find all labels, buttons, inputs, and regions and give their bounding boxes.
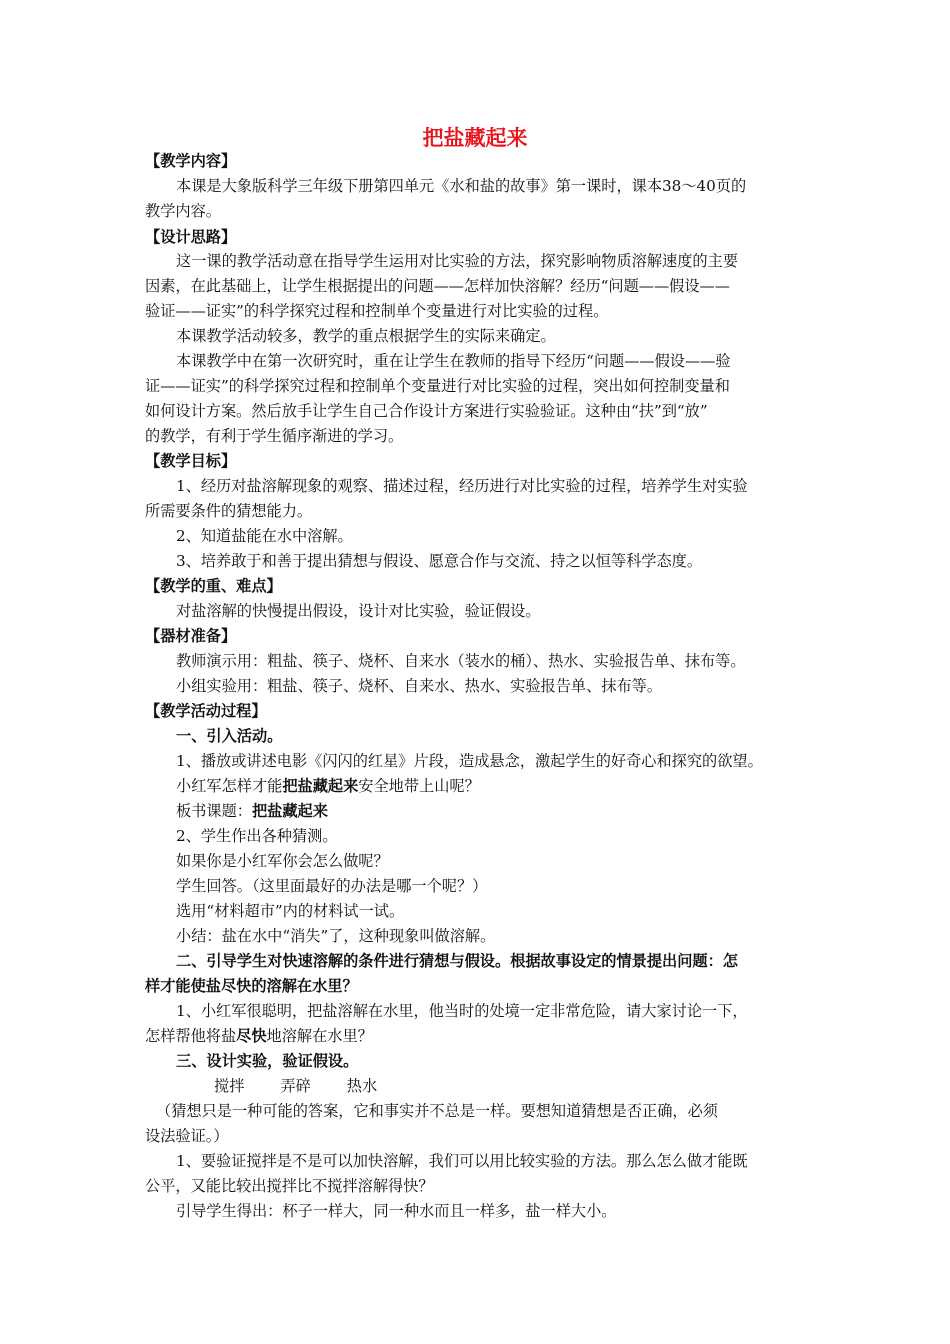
paragraph-line: 验证——证实”的科学探究过程和控制单个变量进行对比实验的过程。 <box>145 302 609 320</box>
heading-teaching-process: 【教学活动过程】 <box>145 702 267 720</box>
paragraph-line <box>145 1026 373 1046</box>
section-title: 一、引入活动。 <box>176 727 283 745</box>
paragraph-line: 1、要验证搅拌是不是可以加快溶解，我们可以用比较实验的方法。那么怎么做才能既 <box>176 1152 748 1170</box>
paragraph-line: 证——证实”的科学探究过程和控制单个变量进行对比实验的过程，突出如何控制变量和 <box>145 377 730 395</box>
paragraph-line: 如何设计方案。然后放手让学生自己合作设计方案进行实验验证。这种由“扶”到“放” <box>145 402 708 420</box>
paragraph-line: 如果你是小红军你会怎么做呢？ <box>176 852 389 870</box>
bold-text-run: 尽快 <box>236 1027 267 1045</box>
heading-teaching-goals: 【教学目标】 <box>145 452 237 470</box>
section-title: 样才能使盐尽快的溶解在水里？ <box>145 977 358 995</box>
paragraph-line: 1、播放或讲述电影《闪闪的红星》片段，造成悬念，激起学生的好奇心和探究的欲望。 <box>176 752 763 770</box>
paragraph-line: 学生回答。（这里面最好的办法是哪一个呢？） <box>176 877 488 895</box>
page-title: 把盐藏起来 <box>422 125 528 150</box>
paragraph-line: 所需要条件的猜想能力。 <box>145 502 313 520</box>
hypothesis-words <box>214 1076 377 1096</box>
paragraph-line <box>176 801 328 821</box>
heading-teaching-content: 【教学内容】 <box>145 152 237 170</box>
paragraph-line: 这一课的教学活动意在指导学生运用对比实验的方法，探究影响物质溶解速度的主要 <box>176 252 738 270</box>
paragraph-line: 本课教学中在第一次研究时，重在让学生在教师的指导下经历“问题——假设——验 <box>176 352 731 370</box>
text-run: 安全地带上山呢？ <box>358 777 480 795</box>
paragraph-line: 小组实验用：粗盐、筷子、烧杯、自来水、热水、实验报告单、抹布等。 <box>176 677 662 695</box>
text-run: 板书课题： <box>176 802 252 820</box>
paragraph-line: 本课是大象版科学三年级下册第四单元《水和盐的故事》第一课时，课本38～40页的 <box>176 177 747 195</box>
heading-key-points: 【教学的重、难点】 <box>145 577 282 595</box>
paragraph-line: 教师演示用：粗盐、筷子、烧杯、自来水（装水的桶）、热水、实验报告单、抹布等。 <box>176 652 746 670</box>
paragraph-line: 3、培养敢于和善于提出猜想与假设、愿意合作与交流、持之以恒等科学态度。 <box>176 552 703 570</box>
text-run: 地溶解在水里？ <box>266 1027 373 1045</box>
paragraph-line <box>176 776 480 796</box>
bold-text-run: 把盐藏起来 <box>251 802 328 820</box>
paragraph-line: （猜想只是一种可能的答案，它和事实并不总是一样。要想知道猜想是否正确，必须 <box>156 1102 718 1120</box>
hypothesis-word: 弄碎 <box>280 1077 311 1095</box>
paragraph-line: 设法验证。） <box>145 1127 229 1145</box>
paragraph-line: 小结：盐在水中“消失”了，这种现象叫做溶解。 <box>176 927 496 945</box>
paragraph-line: 1、经历对盐溶解现象的观察、描述过程，经历进行对比实验的过程，培养学生对实验 <box>176 477 748 495</box>
section-title: 二、引导学生对快速溶解的条件进行猜想与假设。根据故事设定的情景提出问题：怎 <box>176 952 738 970</box>
paragraph-line: 的教学，有利于学生循序渐进的学习。 <box>145 427 404 445</box>
paragraph-line: 2、学生作出各种猜测。 <box>176 827 338 845</box>
paragraph-line: 1、小红军很聪明，把盐溶解在水里，他当时的处境一定非常危险，请大家讨论一下， <box>176 1002 748 1020</box>
paragraph-line: 引导学生得出：杯子一样大，同一种水而且一样多，盐一样大小。 <box>176 1202 617 1220</box>
text-run: 小红军怎样才能 <box>176 777 283 795</box>
heading-equipment: 【器材准备】 <box>145 627 237 645</box>
bold-text-run: 把盐藏起来 <box>282 777 359 795</box>
heading-design-idea: 【设计思路】 <box>145 228 237 246</box>
paragraph-line: 教学内容。 <box>145 202 221 220</box>
paragraph-line: 2、知道盐能在水中溶解。 <box>176 527 353 545</box>
paragraph-line: 因素，在此基础上，让学生根据提出的问题——怎样加快溶解？经历“问题——假设—— <box>145 277 730 295</box>
paragraph-line: 选用“材料超市”内的材料试一试。 <box>176 902 405 920</box>
hypothesis-word: 搅拌 <box>214 1077 245 1095</box>
hypothesis-word: 热水 <box>346 1077 378 1095</box>
section-title: 三、设计实验，验证假设。 <box>176 1052 359 1070</box>
text-run: 怎样帮他将盐 <box>145 1027 237 1045</box>
paragraph-line: 对盐溶解的快慢提出假设，设计对比实验，验证假设。 <box>176 602 541 620</box>
paragraph-line: 本课教学活动较多，教学的重点根据学生的实际来确定。 <box>176 327 556 345</box>
paragraph-line: 公平，又能比较出搅拌比不搅拌溶解得快？ <box>145 1177 434 1195</box>
